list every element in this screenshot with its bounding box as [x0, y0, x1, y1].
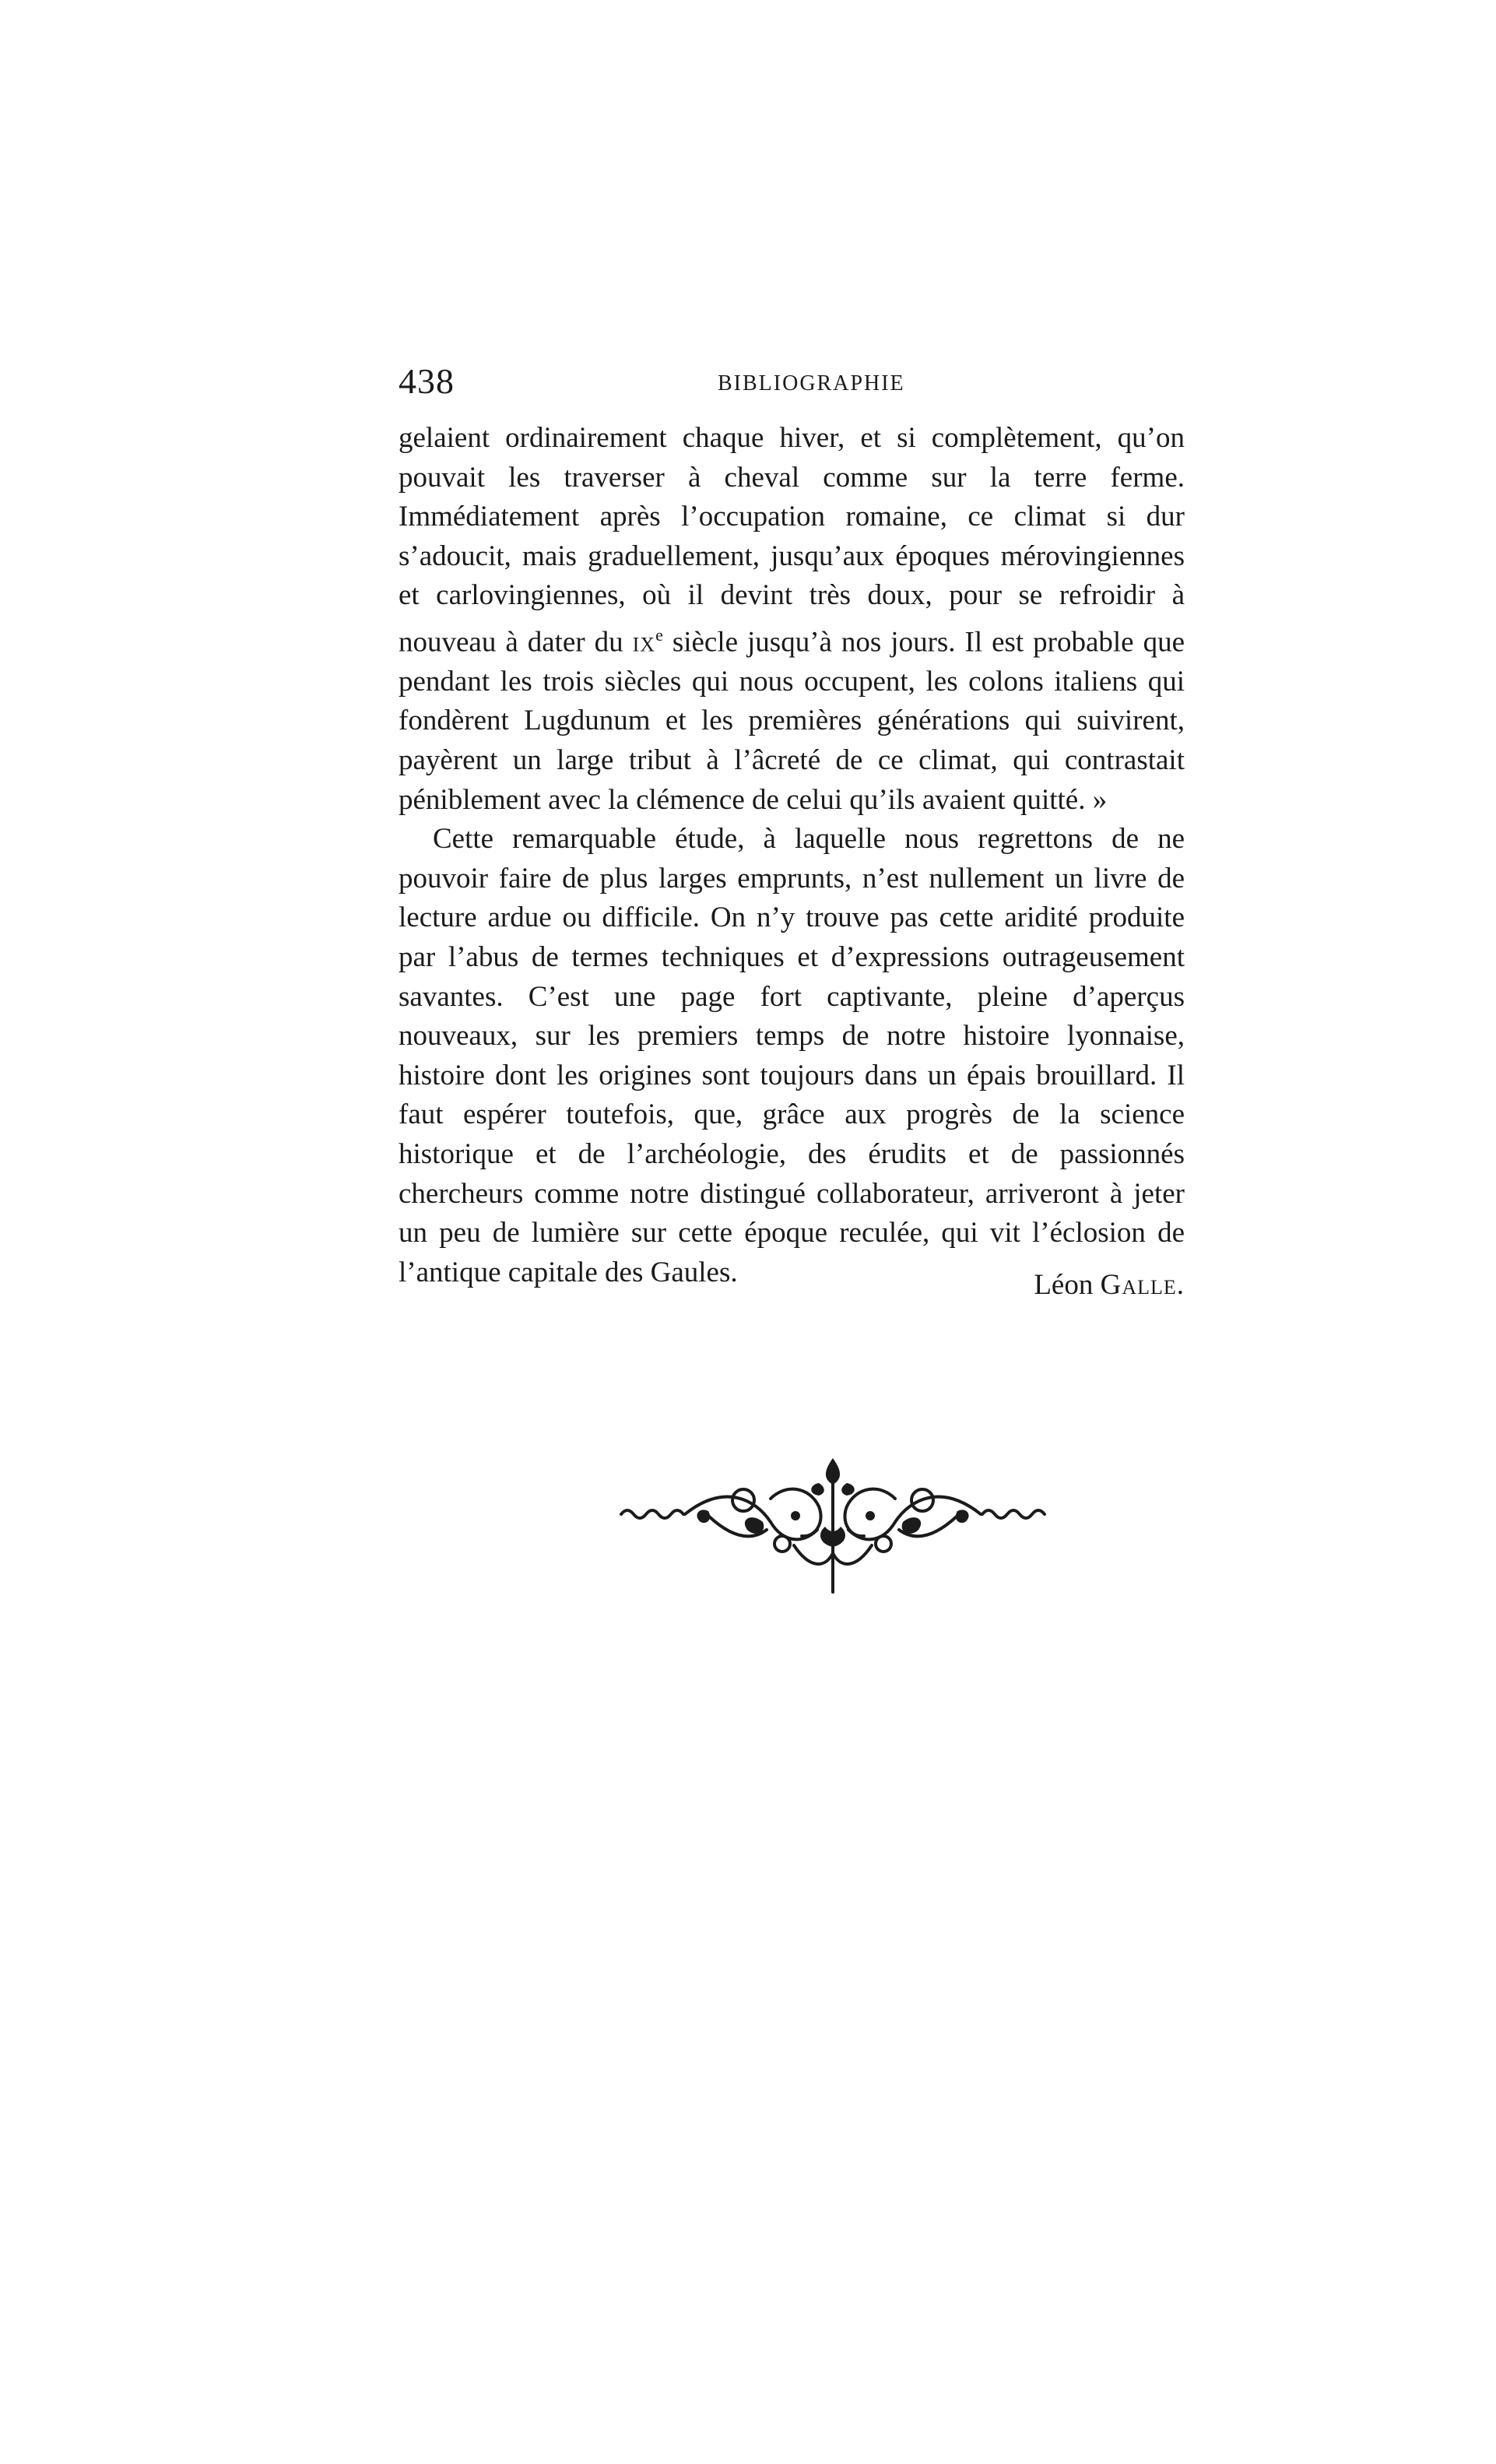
paragraph-continuation	[399, 419, 1185, 820]
paragraph-1-text: gelaient ordinairement chaque hiver, et si complètement, qu’on pouvait les traverser à cheval comme sur la terre ferme. Immédiatement après l’occupation romaine, ce climat si dur s’adoucit, mais graduellement, jusqu’aux époques mérovingiennes et carlovingiennes, où il devint très doux, pour se refroidir à nouveau à dater du	[399, 422, 1185, 659]
century-numeral: ix	[632, 626, 656, 659]
fleuron-ornament-icon	[615, 1452, 1051, 1600]
paragraph-1-end-text: siècle jusqu’à nos jours. Il est probable que pendant les trois siècles qui nous occupent, les colons italiens qui fondèrent Lugdunum et les premières générations qui suivirent, payèrent un large tribut à l’âcreté de ce climat, qui contrastait péniblement avec la clémence de celui qu’ils avaient quitté. »	[399, 626, 1185, 816]
page-header	[399, 357, 1185, 411]
body-text	[399, 419, 1185, 1292]
running-head: BIBLIOGRAPHIE	[718, 371, 905, 395]
page-number: 438	[399, 361, 455, 401]
paragraph-review: Cette remarquable étude, à laquelle nous regrettons de ne pouvoir faire de plus larges emprunts, n’est nullement un livre de lecture ardue ou difficile. On n’y trouve pas cette aridité produite par l’abus de termes techniques et d’expressions outrageusement savantes. C’est une page fort captivante, pleine d’aperçus nouveaux, sur les premiers temps de notre histoire lyonnaise, histoire dont les origines sont toujours dans un épais brouillard. Il faut espérer toutefois, que, grâce aux progrès de la science historique et de l’archéologie, des érudits et de passionnés chercheurs comme notre distingué collaborateur, arriveront à jeter un peu de lumière sur cette époque reculée, qui vit l’éclosion de l’antique capitale des Gaules.	[399, 823, 1185, 1288]
signature-first-name: Léon	[1034, 1269, 1094, 1301]
signature-last-name: Galle.	[1100, 1269, 1185, 1301]
author-signature	[918, 1266, 1185, 1305]
century-suffix: e	[655, 624, 663, 645]
